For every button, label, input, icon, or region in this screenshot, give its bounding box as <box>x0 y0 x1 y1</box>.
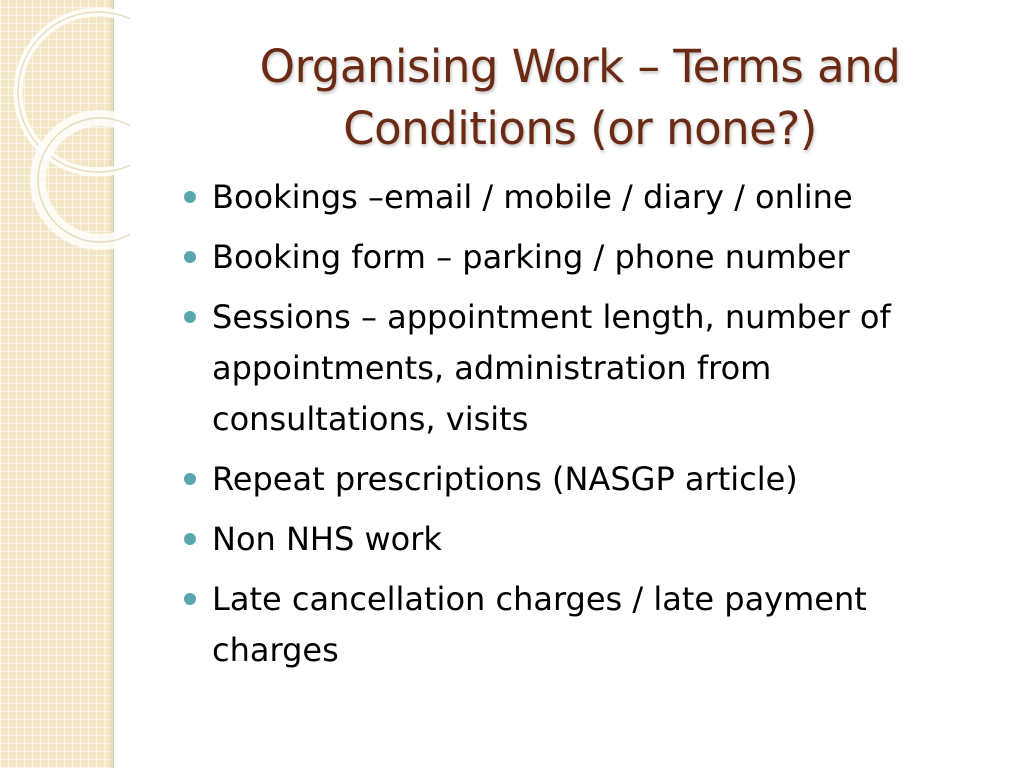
bullet-text: Non NHS work <box>212 520 442 558</box>
decorative-ring-small <box>38 118 130 242</box>
bullet-text: Sessions – appointment length, number of appointments, administration from consultations, visits <box>212 298 891 438</box>
bullet-dot-icon <box>184 533 196 545</box>
bullet-list <box>184 172 964 685</box>
bullet-item <box>184 574 964 676</box>
bullet-item <box>184 454 964 505</box>
bullet-item <box>184 172 964 223</box>
bullet-item <box>184 292 964 445</box>
bullet-text: Bookings –email / mobile / diary / online <box>212 178 853 216</box>
decorative-rings <box>0 0 130 260</box>
slide-title-line: Conditions (or none?) <box>343 102 817 155</box>
bullet-dot-icon <box>184 311 196 323</box>
bullet-dot-icon <box>184 251 196 263</box>
slide-title <box>200 36 960 160</box>
decorative-ring-large <box>18 12 130 172</box>
bullet-item <box>184 514 964 565</box>
bullet-text: Booking form – parking / phone number <box>212 238 850 276</box>
bullet-dot-icon <box>184 593 196 605</box>
bullet-item <box>184 232 964 283</box>
bullet-dot-icon <box>184 191 196 203</box>
slide-title-line: Organising Work – Terms and <box>259 40 901 93</box>
bullet-dot-icon <box>184 473 196 485</box>
bullet-text: Repeat prescriptions (NASGP article) <box>212 460 798 498</box>
bullet-text: Late cancellation charges / late payment charges <box>212 580 867 669</box>
